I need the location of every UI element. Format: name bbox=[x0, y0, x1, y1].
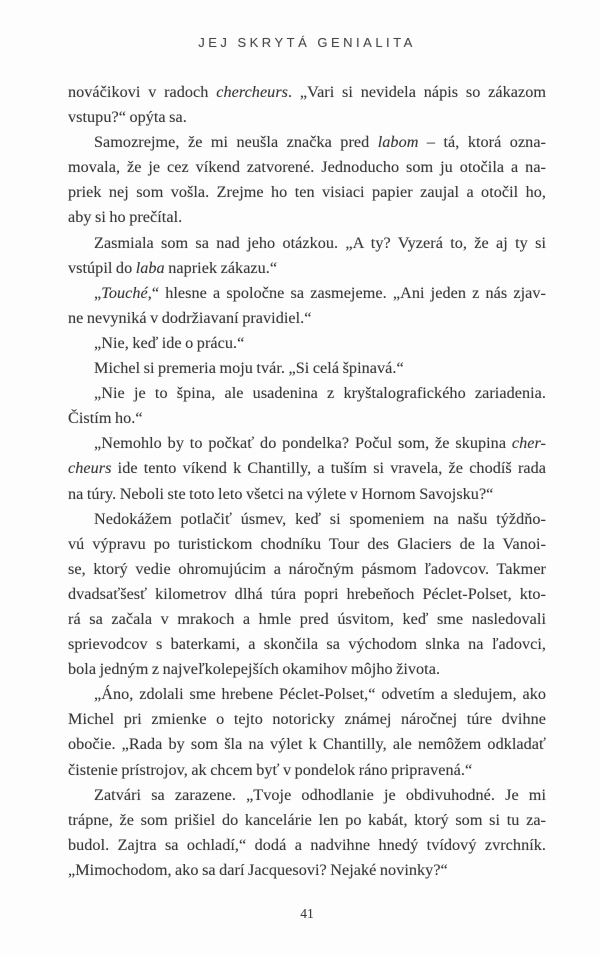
paragraph bbox=[68, 331, 546, 356]
text-line: movala, že je cez víkend zatvorené. Jednoducho som ju otočila a na- bbox=[68, 158, 546, 177]
text-line: priek nej som vošla. Zrejme ho ten visiaci papier zaujal a otočil ho, bbox=[68, 183, 546, 202]
text-line: čistenie prístrojov, ak chcem byť v pondelok ráno pripravená.“ bbox=[68, 760, 473, 779]
text-line: bola jedným z najveľkolepejších okamihov môjho života. bbox=[68, 660, 441, 679]
text-line: trápne, že som prišiel do kancelárie len po kabát, ktorý som si tu za- bbox=[68, 810, 546, 829]
text-line: Michel si premeria moju tvár. „Si celá špinavá.“ bbox=[94, 359, 404, 378]
text-line: Zasmiala som sa nad jeho otázkou. „A ty? Vyzerá to, že aj ty si bbox=[94, 233, 546, 252]
paragraph bbox=[68, 356, 546, 381]
text-line: „Nie je to špina, ale usadenina z kryštalografického zariadenia. bbox=[94, 384, 546, 403]
text-line: Zatvári sa zarazene. „Tvoje odhodlanie je obdivuhodné. Je mi bbox=[94, 785, 546, 804]
text-line: cheurs ide tento víkend k Chantilly, a tuším si vravela, že chodíš rada bbox=[68, 459, 546, 478]
text-line: nováčikovi v radoch chercheurs. „Vari si nevidela nápis so zákazom bbox=[68, 83, 546, 101]
paragraph bbox=[68, 281, 546, 331]
text-line: „Áno, zdolali sme hrebene Péclet-Polset,“ odvetím a sledujem, ako bbox=[94, 685, 546, 704]
text-line: vú výpravu po turistickom chodníku Tour des Glaciers de la Vanoi- bbox=[68, 534, 546, 553]
text-line: „Mimochodom, ako sa darí Jacquesovi? Nejaké novinky?“ bbox=[68, 860, 448, 879]
text-line: vstúpil do laba napriek zákazu.“ bbox=[68, 258, 278, 277]
paragraph bbox=[68, 80, 546, 130]
text-line: rá sa začala v mrakoch a hmle pred úsvitom, keď sme nasledovali bbox=[68, 609, 546, 628]
text-line: „Touché,“ hlesne a spoločne sa zasmejeme. „Ani jeden z nás zjav- bbox=[94, 283, 546, 302]
paragraph bbox=[68, 783, 546, 883]
text-block bbox=[68, 80, 546, 883]
paragraph bbox=[68, 130, 546, 230]
text-line: dvadsaťšesť kilometrov dlhá túra popri hrebeňoch Péclet-Polset, kto- bbox=[68, 584, 546, 603]
paragraph bbox=[68, 682, 546, 782]
running-header: JEJ SKRYTÁ GENIALITA bbox=[198, 35, 416, 50]
paragraph bbox=[68, 381, 546, 431]
paragraph bbox=[68, 231, 546, 281]
text-line: „Nie, keď ide o prácu.“ bbox=[94, 333, 245, 352]
paragraph bbox=[68, 507, 546, 683]
text-line: aby si ho prečítal. bbox=[68, 208, 183, 227]
text-line: ne nevyniká v dodržiavaní pravidiel.“ bbox=[68, 308, 312, 327]
text-line: Michel pri zmienke o tejto notoricky známej náročnej túre dvihne bbox=[68, 710, 546, 729]
text-line: vstupu?“ opýta sa. bbox=[68, 108, 187, 127]
text-line: se, ktorý vedie ohromujúcim a náročným pásmom ľadovcov. Takmer bbox=[68, 559, 546, 578]
text-line: obočie. „Rada by som šla na výlet k Chantilly, ale nemôžem odkladať bbox=[68, 735, 546, 754]
text-line: Samozrejme, že mi neušla značka pred labom – tá, ktorá ozna- bbox=[94, 133, 546, 152]
text-line: „Nemohlo by to počkať do pondelka? Počul som, že skupina cher- bbox=[94, 434, 546, 453]
page-number: 41 bbox=[300, 906, 314, 921]
paragraph bbox=[68, 431, 546, 506]
text-line: na túry. Neboli ste toto leto všetci na výlete v Hornom Savojsku?“ bbox=[68, 484, 494, 503]
text-line: Nedokážem potlačiť úsmev, keď si spomeniem na našu týždňo- bbox=[94, 509, 546, 528]
text-line: Čistím ho.“ bbox=[68, 409, 143, 428]
text-line: budol. Zajtra sa ochladí,“ dodá a nadvihne hnedý tvídový zvrchník. bbox=[68, 835, 546, 854]
text-line: sprievodcov s baterkami, a skončila sa východom slnka na ľadovci, bbox=[68, 635, 546, 654]
